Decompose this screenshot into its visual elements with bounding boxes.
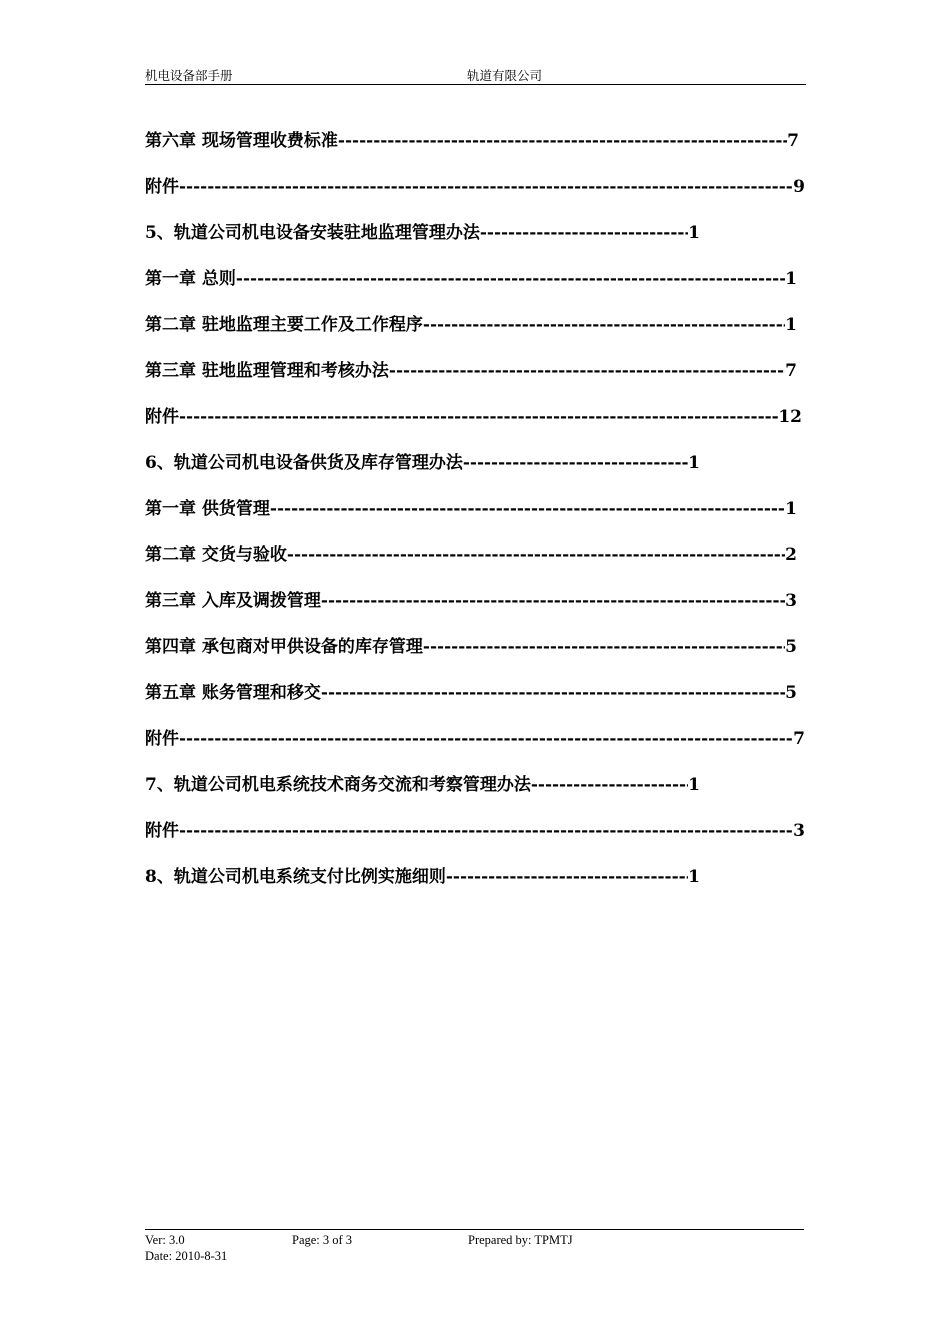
toc-leader [179,821,793,838]
toc-entry-title: 附件 [145,407,179,424]
toc-leader [179,177,793,194]
toc-entry-page: 1 [785,499,797,516]
toc-entry-title: 第三章 入库及调拨管理 [145,591,321,608]
toc-entry-title: 附件 [145,821,179,838]
toc-entry-page: 3 [785,591,797,608]
toc-entry[interactable] [145,724,805,746]
toc-leader [463,453,688,470]
toc-entry[interactable] [145,356,797,378]
toc-leader [480,223,688,240]
toc-entry[interactable] [145,126,799,148]
toc-entry[interactable] [145,448,700,470]
toc-entry-title: 第二章 驻地监理主要工作及工作程序 [145,315,423,332]
toc-entry-page: 1 [688,867,700,884]
toc-entry[interactable] [145,218,700,240]
toc-leader [321,683,785,700]
header-manual-title: 机电设备部手册 [145,68,233,83]
toc-entry-page: 1 [785,269,797,286]
toc-entry-page: 9 [793,177,805,194]
toc-entry-title: 附件 [145,177,179,194]
toc-entry[interactable] [145,586,797,608]
toc-entry-page: 12 [778,407,802,424]
toc-entry-title: 第一章 总则 [145,269,236,286]
toc-leader [531,775,688,792]
toc-entry-title: 6、轨道公司机电设备供货及库存管理办法 [145,453,463,470]
footer-date: Date: 2010-8-31 [145,1249,228,1263]
toc-leader [287,545,785,562]
toc-leader [179,729,793,746]
toc-entry-title: 第五章 账务管理和移交 [145,683,321,700]
toc-leader [389,361,785,378]
toc-entry[interactable] [145,816,805,838]
toc-entry-page: 7 [785,361,797,378]
footer-prepared-by: Prepared by: TPMTJ [468,1233,573,1247]
toc-entry[interactable] [145,264,797,286]
toc-entry[interactable] [145,862,700,884]
toc-entry[interactable] [145,402,802,424]
toc-entry-page: 1 [688,453,700,470]
toc-leader [179,407,778,424]
footer-rule [145,1229,804,1230]
toc-leader [236,269,785,286]
toc-entry-page: 5 [785,637,797,654]
toc-entry-title: 8、轨道公司机电系统支付比例实施细则 [145,867,446,884]
footer-page-number: Page: 3 of 3 [292,1233,353,1247]
toc-entry-page: 1 [785,315,797,332]
toc-entry-title: 第三章 驻地监理管理和考核办法 [145,361,389,378]
toc-entry[interactable] [145,678,797,700]
toc-entry-page: 7 [787,131,799,148]
toc-entry-page: 1 [688,223,700,240]
toc-entry[interactable] [145,770,700,792]
toc-leader [446,867,688,884]
toc-entry[interactable] [145,172,805,194]
toc-entry-page: 7 [793,729,805,746]
toc-entry-title: 第六章 现场管理收费标准 [145,131,338,148]
toc-entry-title: 第二章 交货与验收 [145,545,287,562]
toc-leader [338,131,787,148]
footer-version: Ver: 3.0 [145,1233,185,1247]
toc-entry-title: 附件 [145,729,179,746]
toc-leader [321,591,785,608]
toc-leader [423,315,785,332]
page-header [145,66,806,85]
toc-entry-page: 1 [688,775,700,792]
toc-entry[interactable] [145,632,797,654]
toc-entry-title: 5、轨道公司机电设备安装驻地监理管理办法 [145,223,480,240]
toc-entry[interactable] [145,540,797,562]
toc-entry[interactable] [145,494,797,516]
toc-leader [270,499,785,516]
toc-entry-page: 3 [793,821,805,838]
header-company-name: 轨道有限公司 [467,68,543,83]
toc-leader [423,637,785,654]
toc-entry-page: 5 [785,683,797,700]
toc-entry-title: 第四章 承包商对甲供设备的库存管理 [145,637,423,654]
toc-entry-title: 第一章 供货管理 [145,499,270,516]
toc-entry[interactable] [145,310,797,332]
toc-entry-page: 2 [785,545,797,562]
toc-entry-title: 7、轨道公司机电系统技术商务交流和考察管理办法 [145,775,531,792]
